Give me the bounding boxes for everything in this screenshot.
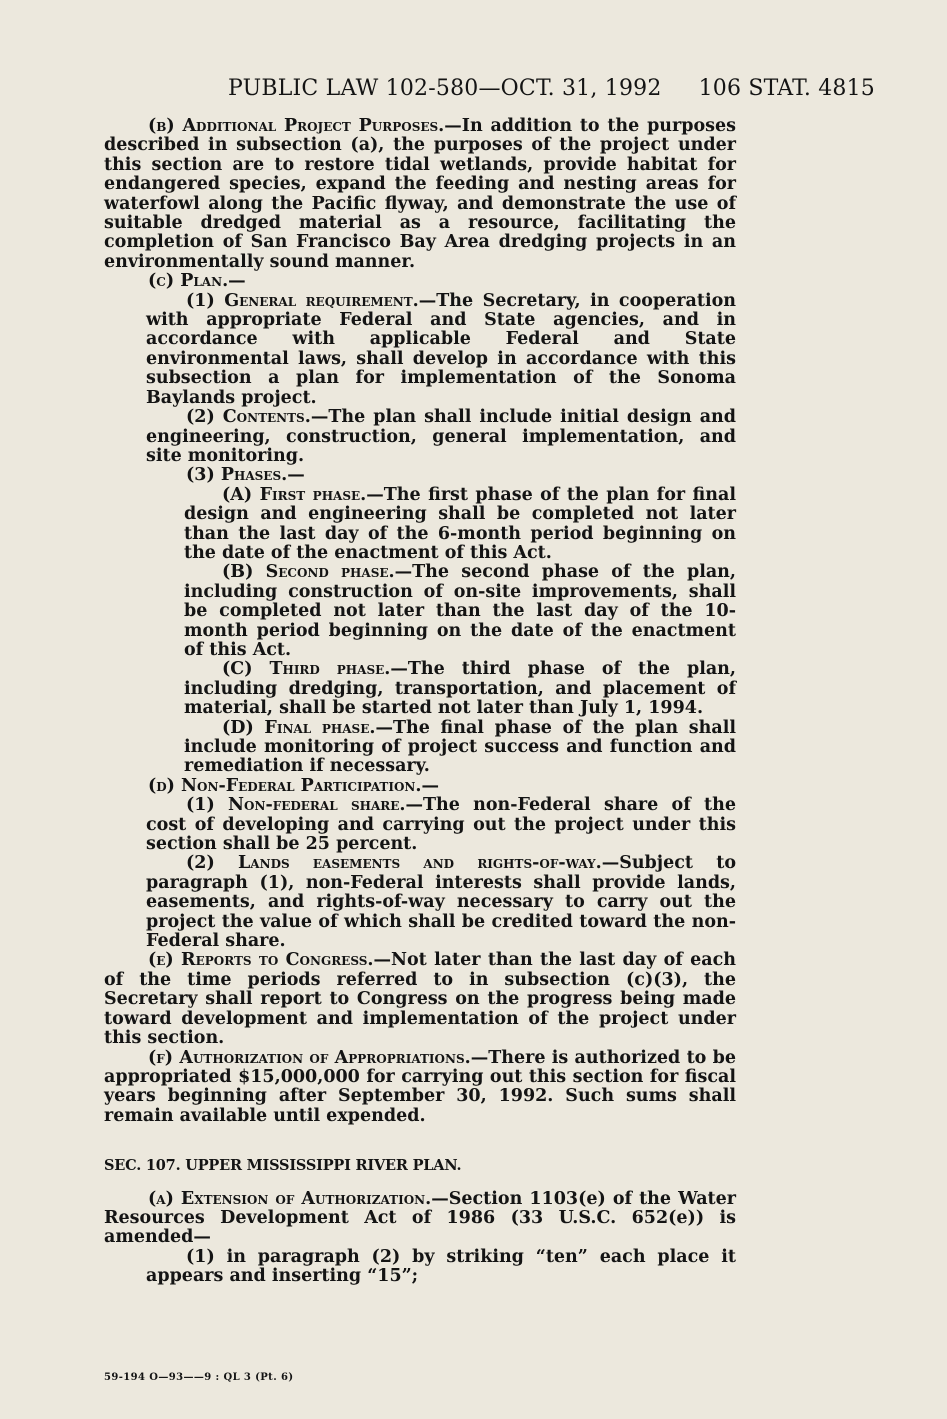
paragraph-c1-label: (1) General requirement. [186,290,419,311]
print-footer: 59-194 O—93——9 : QL 3 (Pt. 6) [104,1372,294,1383]
paragraph-e-label: (e) Reports to Congress. [148,950,374,971]
paragraph-c [104,272,736,291]
paragraph-d2-text: —Subject to paragraph (1), non-Federal interests shall provide lands, easements, and rights-of-way necessary to carry out the project the value of which shall be credited toward the non-Federal share. [146,853,736,952]
paragraph-c3c [104,660,736,718]
running-header-stat: 106 STAT. 4815 [698,76,875,101]
section-107-heading: SEC. 107. UPPER MISSISSIPPI RIVER PLAN. [104,1157,462,1175]
paragraph-d1-text: —The non-Federal share of the cost of developing and carrying out the project under this section shall be 25 percent. [146,795,736,855]
paragraph-c3-label: (3) Phases. [186,465,288,486]
paragraph-b [104,117,736,272]
paragraph-c3-text: — [287,465,305,486]
paragraph-c1 [104,292,736,408]
paragraph-e-text: —Not later than the last day of each of the time periods referred to in subsection (c)(3), the Secretary shall report to Congress on the progress being made toward development and implementation of the project under this section. [104,950,736,1049]
paragraph-b-text: —In addition to the purposes described in subsection (a), the purposes of the project under this section are to restore tidal wetlands, provide habitat for endangered species, expand the feeding and nesting areas for waterfowl along the Pacific flyway, and demonstrate the use of suitable dredged material as a resource, facilitating the completion of San Francisco Bay Area dredging projects in an environmentally sound manner. [104,116,736,272]
paragraph-d2 [104,854,736,951]
paragraph-c-label: (c) Plan. [148,271,229,292]
paragraph-c3c-label: (C) Third phase. [222,659,391,680]
paragraph-f-label: (f) Authorization of Appropriations. [148,1047,471,1068]
section-107-a-label: (a) Extension of Authorization. [148,1188,432,1209]
paragraph-e [104,951,736,1048]
paragraph-c3b-label: (B) Second phase. [222,562,395,583]
paragraph-c3c-text: —The third phase of the plan, including dredging, transportation, and placement of material, shall be started not later than July 1, 1994. [184,659,736,719]
paragraph-c2 [104,408,736,466]
paragraph-c3a-label: (A) First phase. [222,484,367,505]
paragraph-d [104,777,736,796]
paragraph-d-label: (d) Non-Federal Participation. [148,775,422,796]
paragraph-f [104,1049,736,1127]
paragraph-d1-label: (1) Non-federal share. [186,795,406,816]
paragraph-c2-text: —The plan shall include initial design and engineering, construction, general implementation, and site monitoring. [146,407,736,466]
paragraph-c3 [104,466,736,485]
paragraph-f-text: —There is authorized to be appropriated $15,000,000 for carrying out this section for fiscal years beginning after September 30, 1992. Such sums shall remain available until expended. [104,1047,736,1126]
paragraph-b-label: (b) Additional Project Purposes. [148,116,445,136]
paragraph-c3a [104,486,736,564]
paragraph-c-text: — [228,271,246,292]
paragraph-c3a-text: —The first phase of the plan for final design and engineering shall be completed not later than the last day of the 6-month period beginning on the date of the enactment of this Act. [184,484,736,563]
section-107-paragraph-a [104,1190,736,1248]
page-body [104,117,736,1287]
running-header-law: PUBLIC LAW 102-580—OCT. 31, 1992 [228,76,662,101]
paragraph-d2-label: (2) Lands easements and rights-of-way. [186,853,602,874]
paragraph-c3b-text: —The second phase of the plan, including construction of on-site improvements, shall be completed not later than the last day of the 10-month period beginning on the date of the enactment of this Act. [184,562,736,660]
paragraph-c3b [104,563,736,660]
paragraph-d-text: — [421,775,439,796]
paragraph-c3d-label: (D) Final phase. [222,717,376,738]
paragraph-c3d [104,719,736,777]
paragraph-d1 [104,796,736,854]
section-107-a-text: —Section 1103(e) of the Water Resources Development Act of 1986 (33 U.S.C. 652(e)) is amended— [104,1188,736,1248]
paragraph-c3d-text: —The final phase of the plan shall include monitoring of project success and function and remediation if necessary. [184,717,736,777]
paragraph-c1-text: —The Secretary, in cooperation with appropriate Federal and State agencies, and in accordance with applicable Federal and State environmental laws, shall develop in accordance with this subsection a plan for implementation of the Sonoma Baylands project. [146,290,736,408]
section-107-paragraph-a1: (1) in paragraph (2) by striking “ten” each place it appears and inserting “15”; [146,1246,736,1287]
paragraph-c2-label: (2) Contents. [186,407,311,428]
